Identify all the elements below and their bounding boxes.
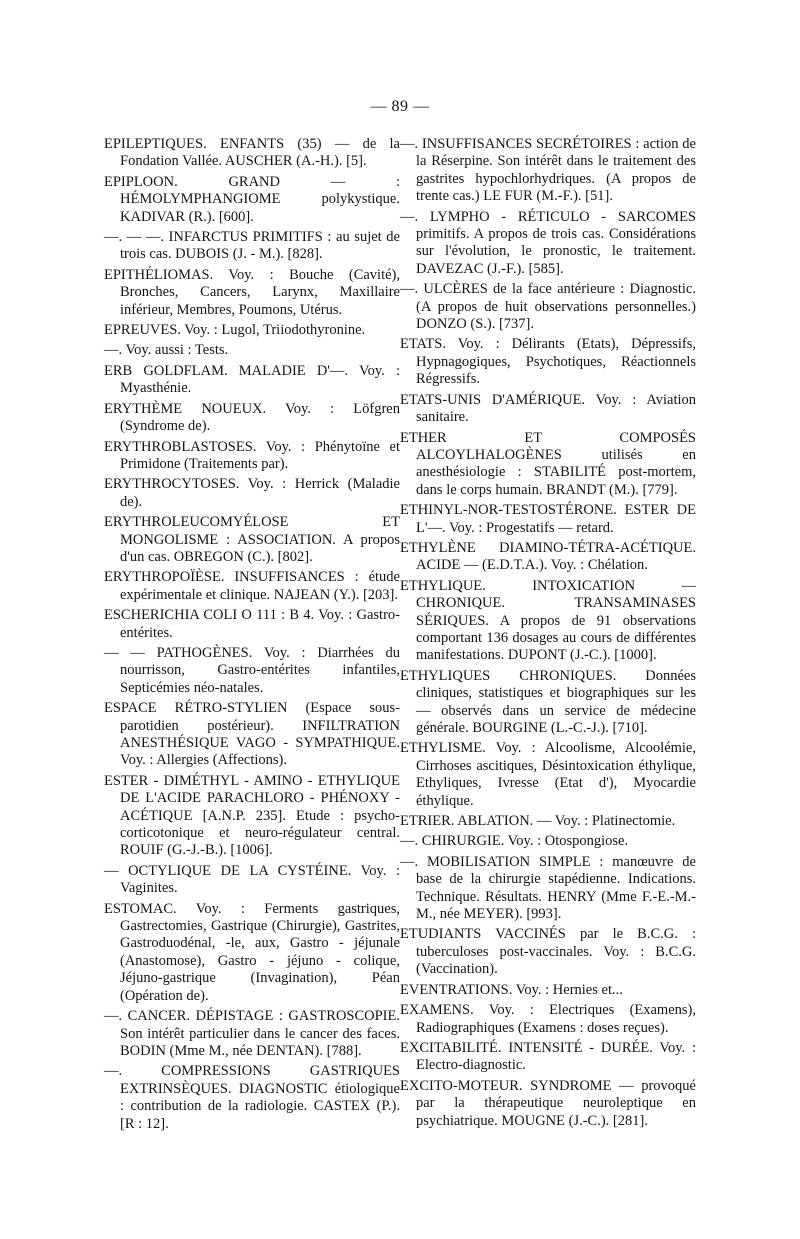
index-entry: ETHYLISME. Voy. : Alcoolisme, Alcoolémie, Cirrhoses ascitiques, Désintoxication éthylique, Ethyliques, Ivresse (Etat d'), Myocardie éthylique. — [400, 740, 696, 809]
index-entry: ETRIER. ABLATION. — Voy. : Platinectomie. — [400, 813, 676, 830]
index-entry: ERYTHROCYTOSES. Voy. : Herrick (Maladie de). — [104, 476, 400, 510]
index-entry: ESTOMAC. Voy. : Ferments gastriques, Gastrectomies, Gastrique (Chirurgie), Gastrites, Gastroduodénal, -le, aux, Gastro - jéjunale (Anastomose), Gastro - jéjuno - colique, Jéjuno-gastrique (Invagination), Péan (Opération de). — [104, 900, 400, 1004]
index-entry: —. — —. INFARCTUS PRIMITIFS : au sujet de trois cas. DUBOIS (J. - M.). [828]. — [104, 229, 400, 263]
index-entry: EXCITO-MOTEUR. SYNDROME — provoqué par la thérapeutique neuroleptique en psychiatrique. MOUGNE (J.-C.). [281]. — [400, 1077, 696, 1129]
left-column — [104, 136, 400, 1136]
index-entry: —. INSUFFISANCES SECRÉTOIRES : action de la Réserpine. Son intérêt dans le traitement des gastrites hypochlorhydriques. (A propos de trente cas.) LE FUR (M.-F.). [51]. — [400, 136, 696, 205]
index-entry: ETATS. Voy. : Délirants (Etats), Dépressifs, Hypnagogiques, Psychotiques, Réactionnels Régressifs. — [400, 336, 696, 388]
index-entry: ERYTHÈME NOUEUX. Voy. : Löfgren (Syndrome de). — [104, 400, 400, 435]
index-entry: — — PATHOGÈNES. Voy. : Diarrhées du nourrisson, Gastro-entérites infantiles, Septicémies néo-natales. — [104, 644, 400, 696]
index-entry: ETHYLIQUE. INTOXICATION — CHRONIQUE. TRANSAMINASES SÉRIQUES. A propos de 91 observations comportant 136 dosages au cours de différentes manifestations. DUPONT (J.-C.). [1000]. — [400, 577, 696, 664]
index-entry: —. LYMPHO - RÉTICULO - SARCOMES primitifs. A propos de trois cas. Considérations sur l'évolution, le pronostic, le traitement. DAVEZAC (J.-F.). [585]. — [400, 208, 696, 277]
index-entry: —. COMPRESSIONS GASTRIQUES EXTRINSÈQUES. DIAGNOSTIC étiologique : contribution de la radiologie. CASTEX (P.). [R : 12]. — [104, 1063, 400, 1132]
index-entry: EPILEPTIQUES. ENFANTS (35) — de la Fondation Vallée. AUSCHER (A.-H.). [5]. — [104, 136, 400, 170]
page-number: — 89 — — [370, 98, 430, 115]
index-entry: —. Voy. aussi : Tests. — [104, 342, 229, 359]
index-entry: ESTER - DIMÉTHYL - AMINO - ETHYLIQUE DE L'ACIDE PARACHLORO - PHÉNOXY - ACÉTIQUE [A.N.P. 235]. Etude : psycho-corticotonique et neuro-régulateur central. ROUIF (G.-J.-B.). [1006]. — [104, 772, 400, 859]
index-entry: EVENTRATIONS. Voy. : Hernies et... — [400, 981, 623, 998]
index-entry: —. CHIRURGIE. Voy. : Otospongiose. — [400, 833, 629, 850]
index-entry: ETHER ET COMPOSÉS ALCOYLHALOGÈNES utilisés en anesthésiologie : STABILITÉ post-mortem, dans le corps humain. BRANDT (M.). [779]. — [400, 429, 696, 498]
index-entry: ERYTHROBLASTOSES. Voy. : Phénytoïne et Primidone (Traitements par). — [104, 438, 400, 472]
index-entry: ERB GOLDFLAM. MALADIE D'—. Voy. : Myasthénie. — [104, 362, 400, 397]
index-entry: EPREUVES. Voy. : Lugol, Triiodothyronine. — [104, 322, 366, 339]
index-entry: EPITHÉLIOMAS. Voy. : Bouche (Cavité), Bronches, Cancers, Larynx, Maxillaire inférieur, Membres, Poumons, Utérus. — [104, 266, 400, 318]
index-entry: ETATS-UNIS D'AMÉRIQUE. Voy. : Aviation sanitaire. — [400, 391, 696, 426]
index-entry: — OCTYLIQUE DE LA CYSTÉINE. Voy. : Vaginites. — [104, 862, 400, 897]
index-entry: ETHYLÈNE DIAMINO-TÉTRA-ACÉTIQUE. ACIDE — (E.D.T.A.). Voy. : Chélation. — [400, 539, 696, 574]
index-entry: —. CANCER. DÉPISTAGE : GASTROSCOPIE. Son intérêt particulier dans le cancer des faces. BODIN (Mme M., née DENTAN). [788]. — [104, 1008, 400, 1059]
right-column — [400, 136, 696, 1133]
index-entry: ERYTHROLEUCOMYÉLOSE ET MONGOLISME : ASSOCIATION. A propos d'un cas. OBREGON (C.). [802]. — [104, 514, 400, 565]
index-entry: ETUDIANTS VACCINÉS par le B.C.G. : tuberculoses post-vaccinales. Voy. : B.C.G. (Vaccination). — [400, 926, 696, 978]
index-entry: EXCITABILITÉ. INTENSITÉ - DURÉE. Voy. : Electro-diagnostic. — [400, 1039, 696, 1074]
index-entry: ESPACE RÉTRO-STYLIEN (Espace sous-parotidien postérieur). INFILTRATION ANESTHÉSIQUE VAGO - SYMPATHIQUE. Voy. : Allergies (Affections). — [104, 700, 400, 769]
index-entry: ERYTHROPOÏÈSE. INSUFFISANCES : étude expérimentale et clinique. NAJEAN (Y.). [203]. — [104, 569, 400, 603]
index-entry: —. ULCÈRES de la face antérieure : Diagnostic. (A propos de huit observations personnelles.) DONZO (S.). [737]. — [400, 281, 696, 333]
index-entry: ESCHERICHIA COLI O 111 : B 4. Voy. : Gastro-entérites. — [104, 607, 400, 641]
index-entry: EXAMENS. Voy. : Electriques (Examens), Radiographiques (Examens : doses reçues). — [400, 1002, 696, 1036]
index-entry: EPIPLOON. GRAND — : HÉMOLYMPHANGIOME polykystique. KADIVAR (R.). [600]. — [104, 173, 400, 225]
index-entry: ETHINYL-NOR-TESTOSTÉRONE. ESTER DE L'—. Voy. : Progestatifs — retard. — [400, 502, 696, 536]
index-entry: ETHYLIQUES CHRONIQUES. Données cliniques, statistiques et biographiques sur les — observés dans un service de médecine générale. BOURGINE (L.-C.-J.). [710]. — [400, 667, 696, 736]
index-entry: —. MOBILISATION SIMPLE : manœuvre de base de la chirurgie stapédienne. Indications. Technique. Résultats. HENRY (Mme F.-E.-M.-M., née MEYER). [993]. — [400, 853, 696, 923]
